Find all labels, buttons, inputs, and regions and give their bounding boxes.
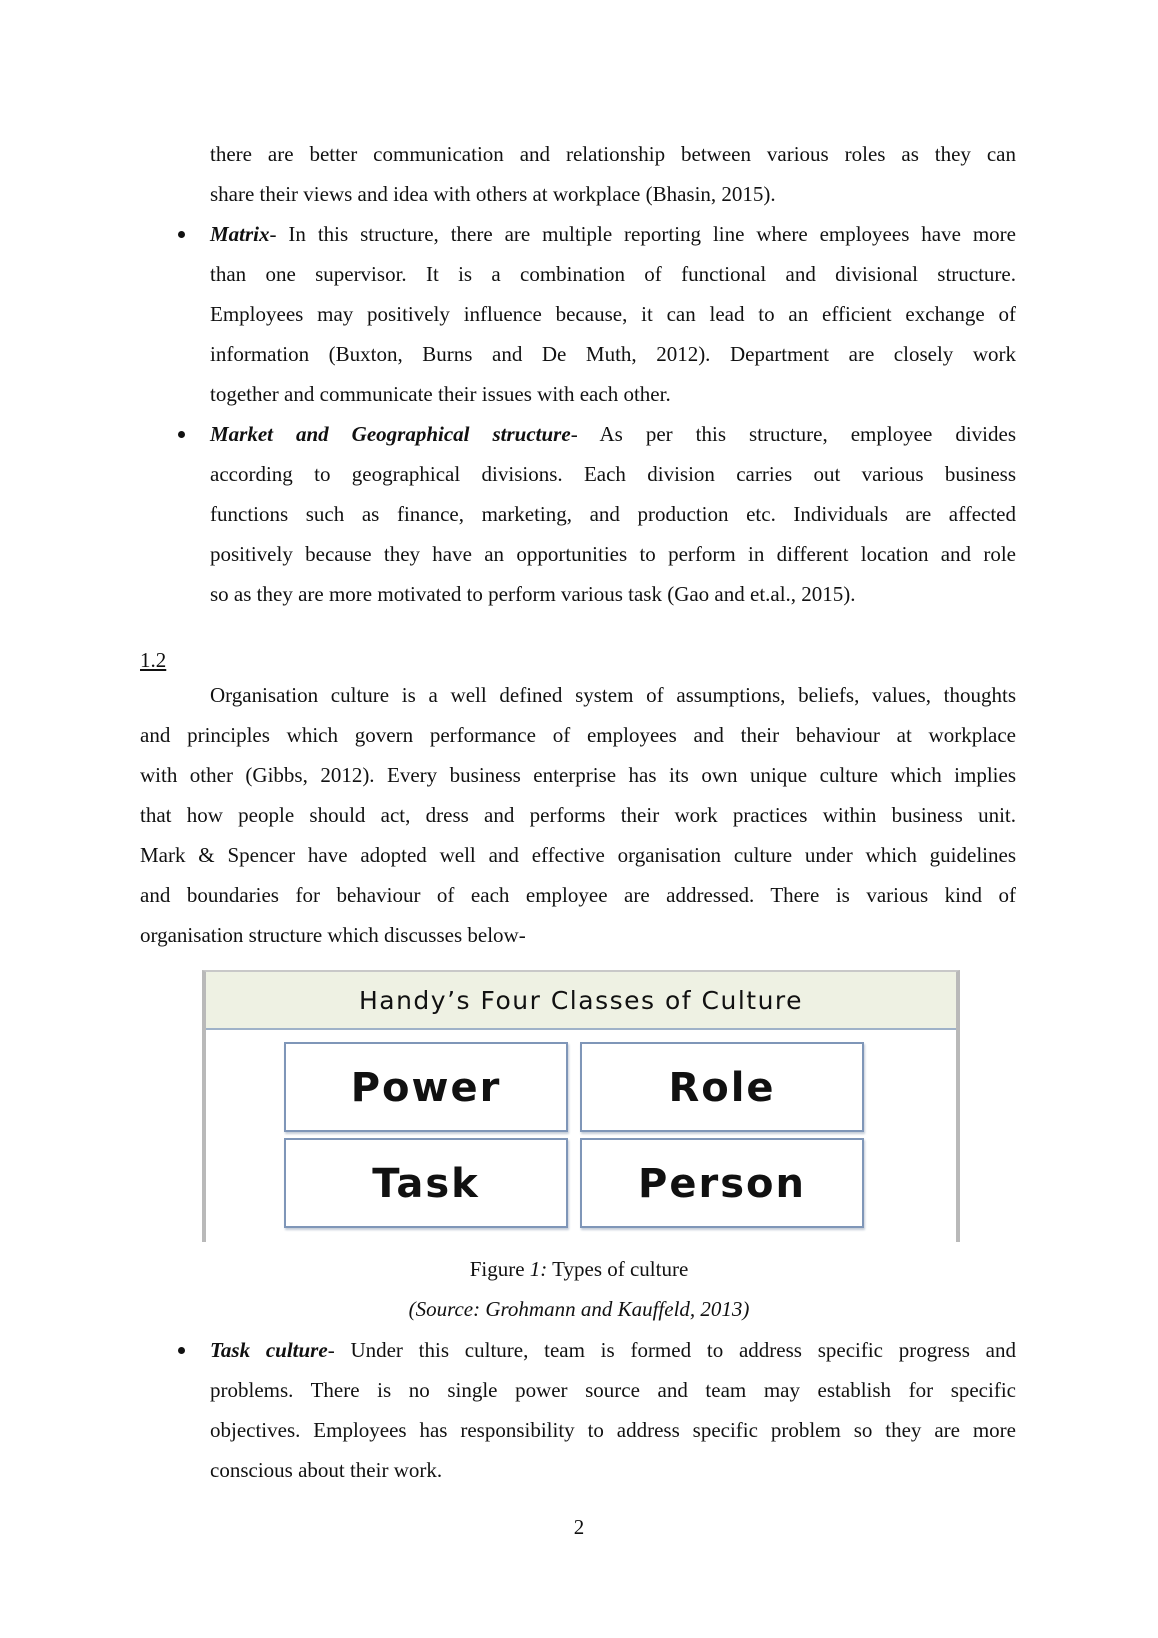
- culture-cell-power: Power: [284, 1042, 568, 1132]
- culture-cell-task: Task: [284, 1138, 568, 1228]
- figure-source: [0, 1294, 1158, 1324]
- text-line: information (Buxton, Burns and De Muth, 2012). Department are closely work: [210, 342, 1016, 366]
- text-line: share their views and idea with others at workplace (Bhasin, 2015).: [210, 182, 776, 206]
- text-line: functions such as finance, marketing, and production etc. Individuals are affected: [210, 502, 1016, 526]
- text-line: positively because they have an opportunities to perform in different location and role: [210, 542, 1016, 566]
- caption-text: Types of culture: [547, 1257, 689, 1281]
- culture-cell-role: Role: [580, 1042, 864, 1132]
- bullet-term: Matrix: [210, 222, 270, 246]
- bullet-term: Task culture: [210, 1338, 328, 1362]
- text-line: there are better communication and relationship between various roles as they can: [210, 142, 1016, 166]
- text-line: together and communicate their issues with each other.: [210, 382, 671, 406]
- bullet-icon: [178, 431, 185, 438]
- page-number: 2: [573, 1515, 585, 1539]
- bullet-icon: [178, 1347, 185, 1354]
- bullet-first-line: [210, 414, 1016, 454]
- bullet-term: Market and Geographical structure: [210, 422, 571, 446]
- text-line: and principles which govern performance of employees and their behaviour at workplace: [140, 723, 1016, 747]
- text-line: problems. There is no single power source and team may establish for specific: [210, 1378, 1016, 1402]
- bullet-first-line: [210, 1330, 1016, 1370]
- text-line: objectives. Employees has responsibility to address specific problem so they are more: [210, 1418, 1016, 1442]
- caption-number: 1:: [529, 1257, 548, 1281]
- text-line: that how people should act, dress and performs their work practices within business unit.: [140, 803, 1016, 827]
- text-line: conscious about their work.: [210, 1458, 443, 1482]
- text-line: and boundaries for behaviour of each employee are addressed. There is various kind of: [140, 883, 1016, 907]
- text-line: organisation structure which discusses below-: [140, 923, 526, 947]
- bullet-icon: [178, 231, 185, 238]
- text-line: Organisation culture is a well defined system of assumptions, beliefs, values, thoughts: [210, 683, 1016, 707]
- figure-title: Handy’s Four Classes of Culture: [206, 972, 956, 1030]
- caption-prefix: Figure: [469, 1257, 530, 1281]
- text-line: Employees may positively influence because, it can lead to an efficient exchange of: [210, 302, 1016, 326]
- text-line: so as they are more motivated to perform various task (Gao and et.al., 2015).: [210, 582, 856, 606]
- figure-caption: [0, 1254, 1158, 1284]
- culture-figure: [202, 970, 960, 1242]
- bullet-first-text: - Under this culture, team is formed to address specific progress and: [327, 1338, 1016, 1362]
- text-line: Mark & Spencer have adopted well and effective organisation culture under which guidelines: [140, 843, 1016, 867]
- bullet-first-text: - In this structure, there are multiple reporting line where employees have more: [269, 222, 1016, 246]
- text-line: according to geographical divisions. Each division carries out various business: [210, 462, 1016, 486]
- bullet-first-text: - As per this structure, employee divides: [570, 422, 1016, 446]
- culture-cell-person: Person: [580, 1138, 864, 1228]
- text-line: than one supervisor. It is a combination of functional and divisional structure.: [210, 262, 1016, 286]
- text-line: with other (Gibbs, 2012). Every business enterprise has its own unique culture which implies: [140, 763, 1016, 787]
- source-text: (Source: Grohmann and Kauffeld, 2013): [408, 1297, 750, 1321]
- section-heading: 1.2: [140, 648, 167, 672]
- bullet-first-line: [210, 214, 1016, 254]
